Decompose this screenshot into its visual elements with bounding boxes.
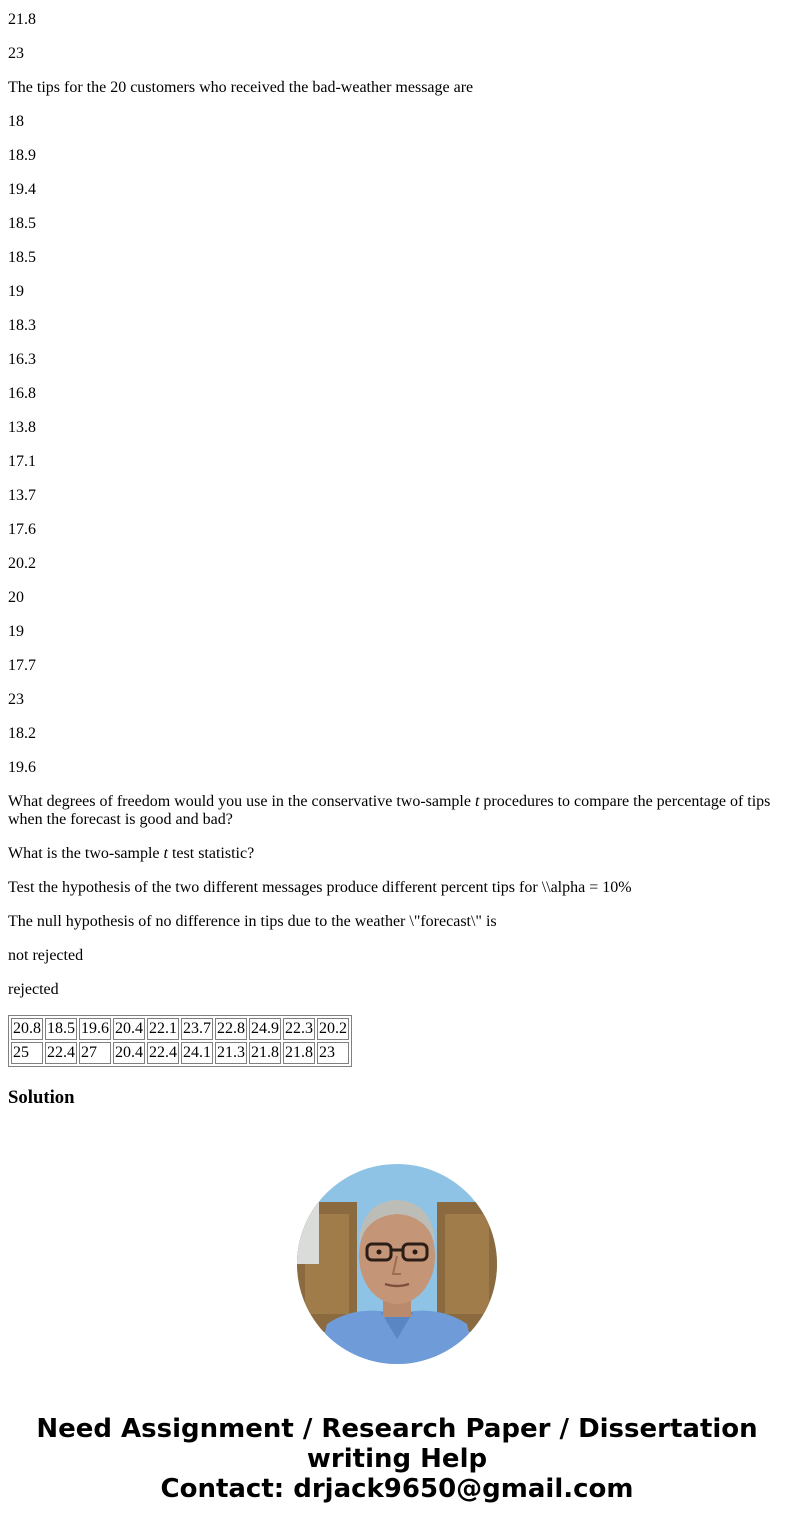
value-line: 19.6 bbox=[8, 759, 36, 776]
table-cell: 21.3 bbox=[215, 1042, 247, 1064]
table-cell: 22.1 bbox=[147, 1018, 179, 1040]
value-line: 17.7 bbox=[8, 657, 36, 674]
solution-heading: Solution bbox=[8, 1087, 75, 1108]
question-null-hypothesis: The null hypothesis of no difference in tips due to the weather \"forecast\" is bbox=[8, 913, 497, 930]
answer-option: rejected bbox=[8, 981, 59, 998]
question-hypothesis: Test the hypothesis of the two different messages produce different percent tips for \\alpha = 10% bbox=[8, 879, 632, 896]
value-line: 17.6 bbox=[8, 521, 36, 538]
value-line: 13.8 bbox=[8, 419, 36, 436]
value-line: 16.3 bbox=[8, 351, 36, 368]
table-cell: 21.8 bbox=[249, 1042, 281, 1064]
table-cell: 23.7 bbox=[181, 1018, 213, 1040]
value-line: 19 bbox=[8, 623, 24, 640]
value-line: 20.2 bbox=[8, 555, 36, 572]
table-cell: 22.4 bbox=[147, 1042, 179, 1064]
table-row bbox=[11, 1018, 349, 1040]
table-cell: 18.5 bbox=[45, 1018, 77, 1040]
avatar-photo bbox=[297, 1164, 497, 1364]
value-line: 16.8 bbox=[8, 385, 36, 402]
table-cell: 22.3 bbox=[283, 1018, 315, 1040]
question-degrees-of-freedom: What degrees of freedom would you use in the conservative two-sample t procedures to compare the percentage of tips when the forecast is good and bad? bbox=[8, 793, 771, 828]
value-line: 23 bbox=[8, 45, 24, 62]
table-cell: 20.4 bbox=[113, 1042, 145, 1064]
table-cell: 24.1 bbox=[181, 1042, 213, 1064]
promo-line: Need Assignment / Research Paper / Dissertation bbox=[36, 1414, 758, 1444]
table-cell: 25 bbox=[11, 1042, 43, 1064]
table-cell: 20.2 bbox=[317, 1018, 349, 1040]
answer-option: not rejected bbox=[8, 947, 84, 964]
value-line: 18.5 bbox=[8, 215, 36, 232]
table-cell: 20.4 bbox=[113, 1018, 145, 1040]
table-cell: 21.8 bbox=[283, 1042, 315, 1064]
contact-email: Contact: drjack9650@gmail.com bbox=[160, 1474, 634, 1504]
avatar bbox=[297, 1164, 497, 1364]
value-line: 18.2 bbox=[8, 725, 36, 742]
value-line: 18.9 bbox=[8, 147, 36, 164]
value-line: 21.8 bbox=[8, 11, 36, 28]
value-line: 18 bbox=[8, 113, 24, 130]
promo-banner bbox=[0, 1414, 794, 1504]
value-line: 19 bbox=[8, 283, 24, 300]
value-line: 13.7 bbox=[8, 487, 36, 504]
value-line: 20 bbox=[8, 589, 24, 606]
table-cell: 19.6 bbox=[79, 1018, 111, 1040]
table-cell: 24.9 bbox=[249, 1018, 281, 1040]
promo-line: writing Help bbox=[306, 1444, 488, 1474]
document-body bbox=[0, 11, 794, 1109]
value-line: 18.3 bbox=[8, 317, 36, 334]
question-test-statistic: What is the two-sample t test statistic? bbox=[8, 845, 255, 862]
value-line: 18.5 bbox=[8, 249, 36, 266]
table-cell: 22.8 bbox=[215, 1018, 247, 1040]
table-cell: 23 bbox=[317, 1042, 349, 1064]
table-cell: 22.4 bbox=[45, 1042, 77, 1064]
value-line: 23 bbox=[8, 691, 24, 708]
value-line: 19.4 bbox=[8, 181, 36, 198]
table-cell: 20.8 bbox=[11, 1018, 43, 1040]
table-cell: 27 bbox=[79, 1042, 111, 1064]
tips-table bbox=[8, 1015, 352, 1067]
intro-text: The tips for the 20 customers who received the bad-weather message are bbox=[8, 79, 474, 96]
value-line: 17.1 bbox=[8, 453, 36, 470]
table-row bbox=[11, 1042, 349, 1064]
